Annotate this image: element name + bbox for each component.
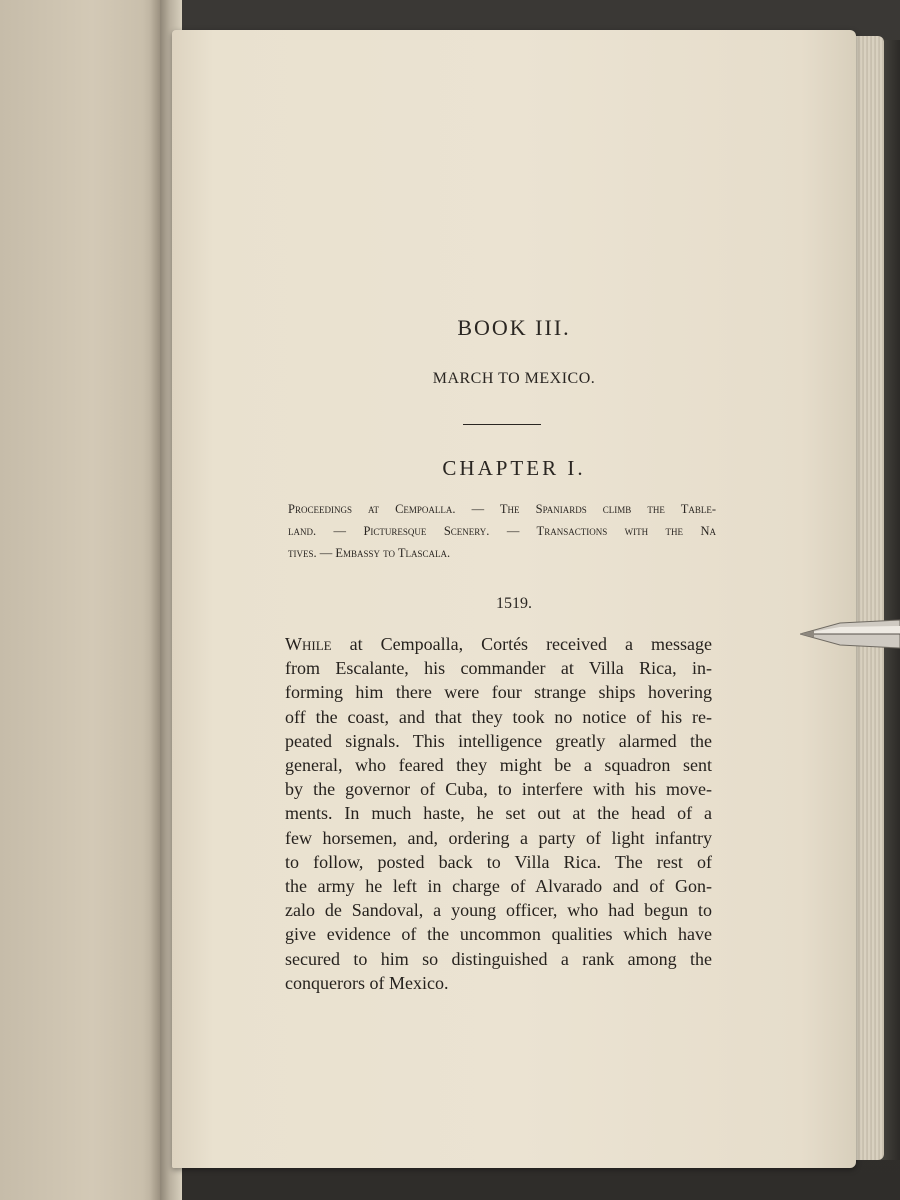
- body-line: conquerors of Mexico.: [285, 972, 449, 993]
- summary-line: Proceedings at Cempoalla. — The Spaniards climb the Table-: [288, 502, 716, 516]
- body-line: peated signals. This intelligence greatly alarmed the: [285, 730, 712, 751]
- body-line: zalo de Sandoval, a young officer, who had begun to: [285, 900, 712, 921]
- pen-pointer-icon: [800, 614, 900, 654]
- body-line: general, who feared they might be a squadron sent: [285, 755, 712, 776]
- summary-line: tives. — Embassy to Tlascala.: [288, 546, 451, 560]
- chapter-summary: [288, 498, 716, 564]
- body-line: to follow, posted back to Villa Rica. The rest of: [285, 851, 712, 872]
- body-line: the army he left in charge of Alvarado and of Gon-: [285, 876, 712, 897]
- body-line: ments. In much haste, he set out at the head of a: [285, 803, 712, 824]
- book-heading: BOOK III.: [457, 315, 571, 340]
- body-line: forming him there were four strange ships hovering: [285, 682, 712, 703]
- chapter-heading: CHAPTER I.: [442, 456, 586, 480]
- summary-line: land. — Picturesque Scenery. — Transactions with the Na: [288, 524, 716, 538]
- section-rule: [463, 424, 541, 425]
- body-line: few horsemen, and, ordering a party of light infantry: [285, 827, 712, 848]
- book-subtitle: MARCH TO MEXICO.: [432, 370, 596, 387]
- body-line: secured to him so distinguished a rank among the: [285, 948, 712, 969]
- book-page: [172, 30, 856, 1168]
- body-line: by the governor of Cuba, to interfere with his move-: [285, 779, 712, 800]
- body-line: from Escalante, his commander at Villa Rica, in-: [285, 658, 712, 679]
- body-line: While at Cempoalla, Cortés received a message: [285, 634, 712, 654]
- body-opening-word: While: [285, 634, 332, 654]
- body-paragraph: [285, 632, 712, 995]
- left-facing-page: [0, 0, 168, 1200]
- body-line: give evidence of the uncommon qualities which have: [285, 924, 712, 945]
- body-line: off the coast, and that they took no notice of his re-: [285, 706, 712, 727]
- chapter-year: 1519.: [496, 595, 532, 612]
